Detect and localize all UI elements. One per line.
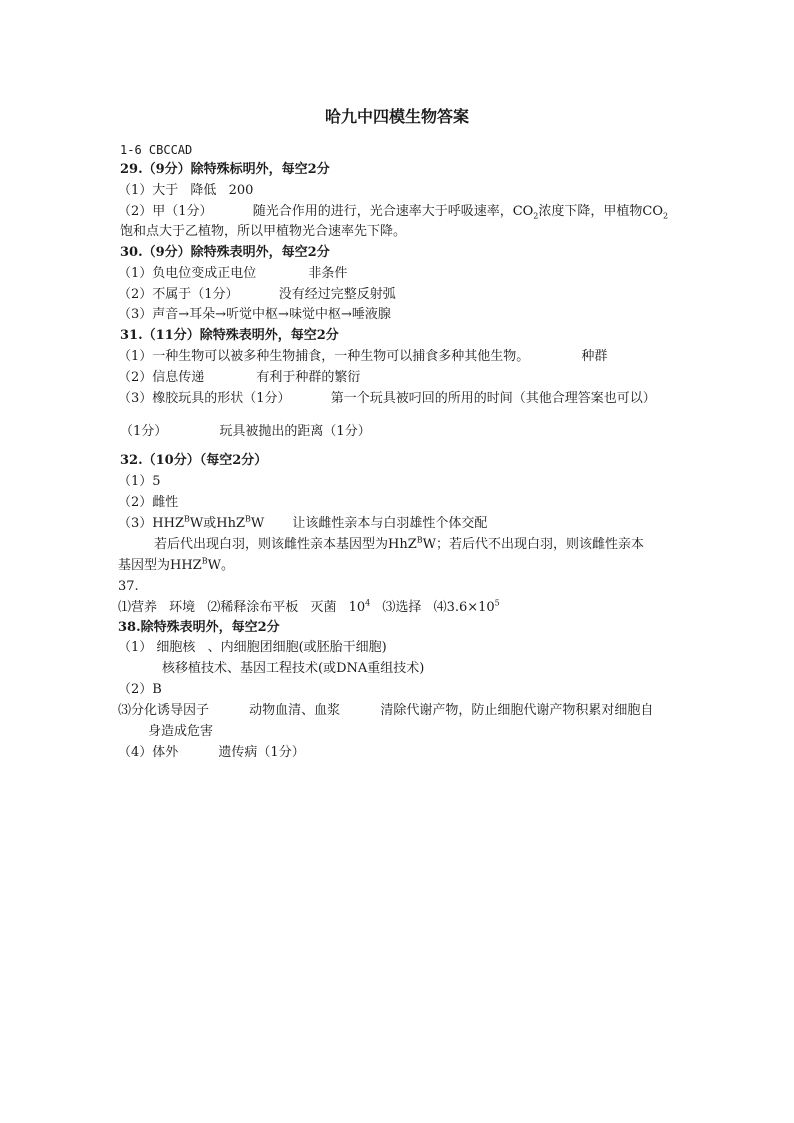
q30-heading: 30.（9分）除特殊表明外，每空2分	[120, 245, 330, 260]
q30-line2	[118, 287, 396, 303]
q29-ans5b: 浓度下降，甲植物CO	[538, 204, 663, 219]
q30-ans2: 非条件	[308, 266, 348, 281]
q32-heading: 32.（10分）（每空2分）	[120, 453, 268, 468]
q31-ans3: （2）信息传递	[118, 370, 205, 385]
q37-ans4: 灭菌	[310, 600, 337, 615]
q32-line3	[118, 516, 487, 532]
q32-line2: （2）雌性	[118, 495, 179, 510]
q29-heading: 29.（9分）除特殊标明外，每空2分	[120, 162, 330, 177]
q31-ans7: 玩具被抛出的距离（1分）	[219, 424, 371, 439]
q32-genotype-a: （3）HHZ	[118, 516, 184, 531]
q32-result-d: W。	[207, 558, 234, 573]
q1-6-answers: 1-6 CBCCAD	[120, 143, 193, 157]
q38-ans2: 、内细胞团细胞(或胚胎干细胞)	[207, 640, 387, 655]
q38-line6	[118, 745, 305, 761]
q30-ans1: （1）负电位变成正电位	[118, 266, 257, 281]
q38-ans1: 细胞核	[156, 640, 196, 655]
q32-result-a: 若后代出现白羽，则该雌性亲本基因型为HhZ	[154, 537, 417, 552]
page-title: 哈九中四模生物答案	[324, 107, 469, 126]
superscript: 4	[365, 598, 371, 608]
q31-ans4: 有利于种群的繁衍	[256, 370, 361, 385]
q32-result-c: 基因型为HHZ	[118, 558, 202, 573]
superscript: 5	[494, 598, 500, 608]
q30-ans3: （2）不属于（1分）	[118, 287, 239, 302]
q38-line1	[118, 640, 387, 656]
q29-ans1: （1）大于	[118, 183, 179, 198]
q32-cross-method: 让该雌性亲本与白羽雄性个体交配	[292, 516, 488, 531]
q37-ans2: 环境	[169, 600, 196, 615]
q38-ans5: 动物血清、血浆	[249, 703, 341, 718]
q37-ans3: ⑵稀释涂布平板	[207, 600, 299, 615]
q38-line2: 核移植技术、基因工程技术(或DNA重组技术)	[162, 661, 425, 676]
q31-ans2: 种群	[581, 349, 608, 364]
q32-genotype-b: W或HhZ	[189, 516, 245, 531]
q29-ans3: 200	[228, 183, 254, 198]
q37-ans6: ⑶选择	[382, 600, 422, 615]
q31-line4	[120, 424, 371, 440]
q31-ans1: （1）一种生物可以被多种生物捕食，一种生物可以捕食多种其他生物。	[118, 349, 530, 364]
q29-line2	[118, 204, 668, 220]
q38-line5: 身造成危害	[148, 724, 214, 739]
q32-line5	[118, 558, 234, 574]
q29-ans2: 降低	[190, 183, 217, 198]
superscript: B	[201, 556, 208, 566]
q37-line1	[118, 600, 500, 616]
q32-line4	[154, 537, 644, 553]
subscript: 2	[663, 211, 669, 221]
q38-line3: （2）B	[118, 682, 162, 697]
q29-line3: 饱和点大于乙植物，所以甲植物光合速率先下降。	[120, 224, 407, 239]
q32-result-b: W；若后代不出现白羽，则该雌性亲本	[422, 537, 645, 552]
q38-num: （1）	[118, 640, 153, 655]
q37-ans7: ⑷3.6×10	[433, 600, 495, 615]
superscript: B	[416, 535, 423, 545]
q38-heading: 38.除特殊表明外，每空2分	[118, 620, 280, 635]
superscript: B	[183, 514, 190, 524]
q38-ans4: ⑶分化诱导因子	[118, 703, 210, 718]
subscript: 2	[533, 211, 539, 221]
q32-line1: （1）5	[118, 474, 161, 489]
q31-line2	[118, 370, 360, 386]
q38-ans6: 清除代谢产物，防止细胞代谢产物积累对细胞自	[380, 703, 654, 718]
q38-ans7: （4）体外	[118, 745, 179, 760]
q38-line4	[118, 703, 653, 719]
q31-line1	[118, 349, 607, 365]
q31-heading: 31.（11分）除特殊表明外，每空2分	[120, 328, 339, 343]
q38-ans8: 遗传病（1分）	[218, 745, 305, 760]
q31-ans5: （3）橡胶玩具的形状（1分）	[118, 391, 291, 406]
q37-heading: 37.	[118, 579, 139, 594]
q31-ans6: 第一个玩具被叼回的所用的时间（其他合理答案也可以）	[330, 391, 656, 406]
superscript: B	[244, 514, 251, 524]
q32-genotype-c: W	[250, 516, 265, 531]
q29-ans4: （2）甲（1分）	[118, 204, 213, 219]
q29-ans5a: 随光合作用的进行，光合速率大于呼吸速率，CO	[252, 204, 534, 219]
q30-line3: （3）声音→耳朵→听觉中枢→味觉中枢→唾液腺	[118, 307, 391, 322]
q31-line3	[118, 391, 656, 407]
q30-line1	[118, 266, 347, 282]
q29-line1	[118, 183, 253, 199]
q30-ans4: 没有经过完整反射弧	[278, 287, 396, 302]
q37-ans1: ⑴营养	[118, 600, 158, 615]
q31-ans6-score: （1分）	[120, 424, 168, 439]
q37-ans5: 10	[348, 600, 366, 615]
